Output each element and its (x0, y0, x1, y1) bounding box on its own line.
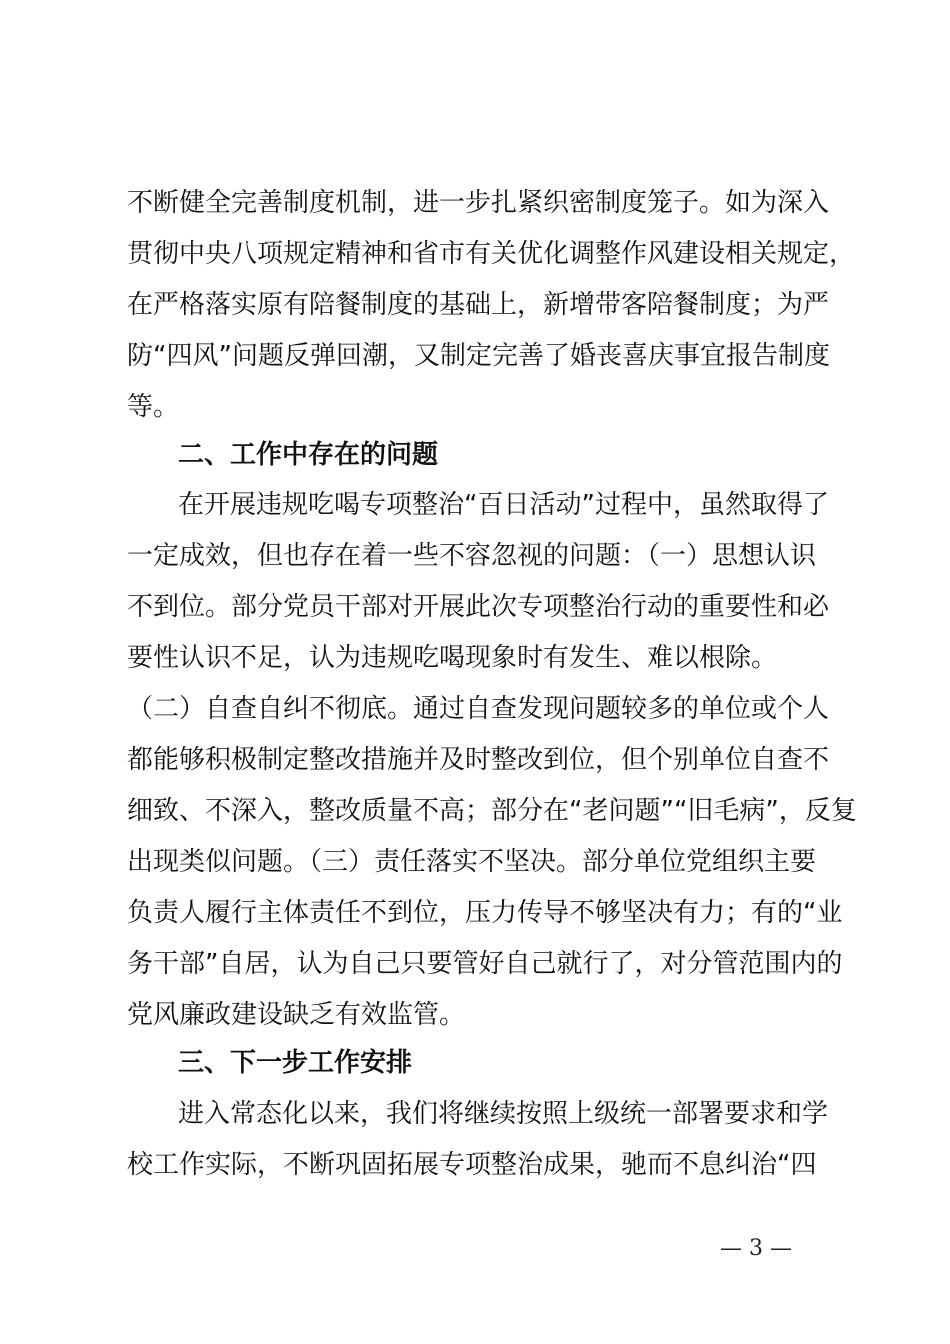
paragraph-line: （二）自查自纠不彻底。通过自查发现问题较多的单位或个人 (127, 694, 830, 724)
paragraph-line: 不断健全完善制度机制，进一步扎紧织密制度笼子。如为深入 (127, 188, 830, 218)
paragraph-line: 细致、不深入，整改质量不高；部分在“老问题”“旧毛病”，反复 (127, 796, 857, 826)
paragraph-line: 不到位。部分党员干部对开展此次专项整治行动的重要性和必 (127, 592, 830, 622)
paragraph-line: 党风廉政建设缺乏有效监管。 (127, 1000, 466, 1030)
paragraph-line: 贯彻中央八项规定精神和省市有关优化调整作风建设相关规定， (127, 239, 856, 269)
paragraph-line: 在严格落实原有陪餐制度的基础上，新增带客陪餐制度；为严 (127, 290, 830, 320)
paragraph-line: 校工作实际，不断巩固拓展专项整治成果，驰而不息纠治“四 (127, 1150, 817, 1180)
paragraph-line: 一定成效，但也存在着一些不容忽视的问题：（一）思想认识 (127, 541, 817, 571)
paragraph-line: 等。 (127, 392, 180, 422)
paragraph-line: 要性认识不足，认为违规吃喝现象时有发生、难以根除。 (127, 643, 778, 673)
paragraph-line: 进入常态化以来，我们将继续按照上级统一部署要求和学 (178, 1099, 829, 1129)
paragraph-line: 防“四风”问题反弹回潮，又制定完善了婚丧喜庆事宜报告制度 (127, 341, 830, 371)
paragraph-line: 都能够积极制定整改措施并及时整改到位，但个别单位自查不 (127, 745, 830, 775)
paragraph-line: 务干部”自居，认为自己只要管好自己就行了，对分管范围内的 (127, 949, 843, 979)
page-number: — 3 — (720, 1236, 792, 1261)
section-heading-next-steps: 三、下一步工作安排 (178, 1048, 413, 1078)
paragraph-line: 负责人履行主体责任不到位，压力传导不够坚决有力；有的“业 (127, 898, 843, 928)
paragraph-line: 在开展违规吃喝专项整治“百日活动”过程中，虽然取得了 (178, 490, 829, 520)
section-heading-problems: 二、工作中存在的问题 (178, 440, 439, 470)
paragraph-line: 出现类似问题。（三）责任落实不坚决。部分单位党组织主要 (127, 847, 817, 877)
